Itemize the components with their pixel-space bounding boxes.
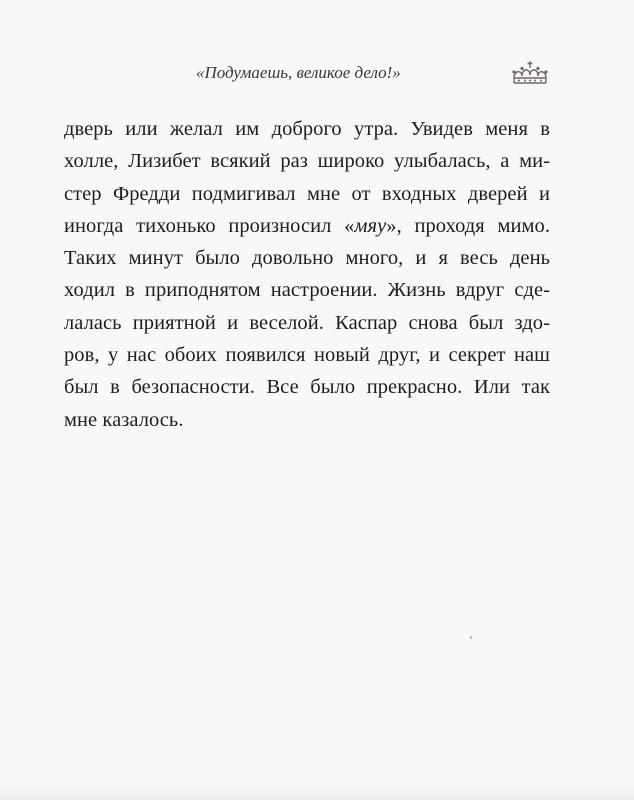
paper-speck	[470, 636, 472, 639]
text-line: лалась приятной и веселой. Каспар снова был здо-	[64, 311, 550, 334]
text-line-last: мне казалось.	[64, 408, 184, 431]
body-text	[64, 113, 550, 436]
text-line: Таких минут было довольно много, и я весь день	[64, 247, 550, 270]
text-line: стер Фредди подмигивал мне от входных дверей и	[64, 182, 550, 205]
text-line: ров, у нас обоих появился новый друг, и секрет наш	[64, 344, 550, 367]
text-line: дверь или желал им доброго утра. Увидев меня в	[64, 118, 550, 140]
text-line: иногда тихонько произносил «мяу», проходя мимо.	[64, 214, 550, 237]
text-line: ходил в приподнятом настроении. Жизнь вдруг сде-	[64, 279, 550, 302]
running-title: «Подумаешь, великое дело!»	[196, 63, 401, 82]
page-bottom-edge	[0, 782, 634, 800]
running-header	[0, 62, 634, 86]
text-line: был в безопасности. Все было прекрасно. Или так	[64, 376, 550, 399]
text-line: холле, Лизибет всякий раз широко улыбалась, а ми-	[64, 150, 550, 173]
crown-icon	[508, 58, 552, 86]
italic-word: мяу	[354, 214, 387, 237]
